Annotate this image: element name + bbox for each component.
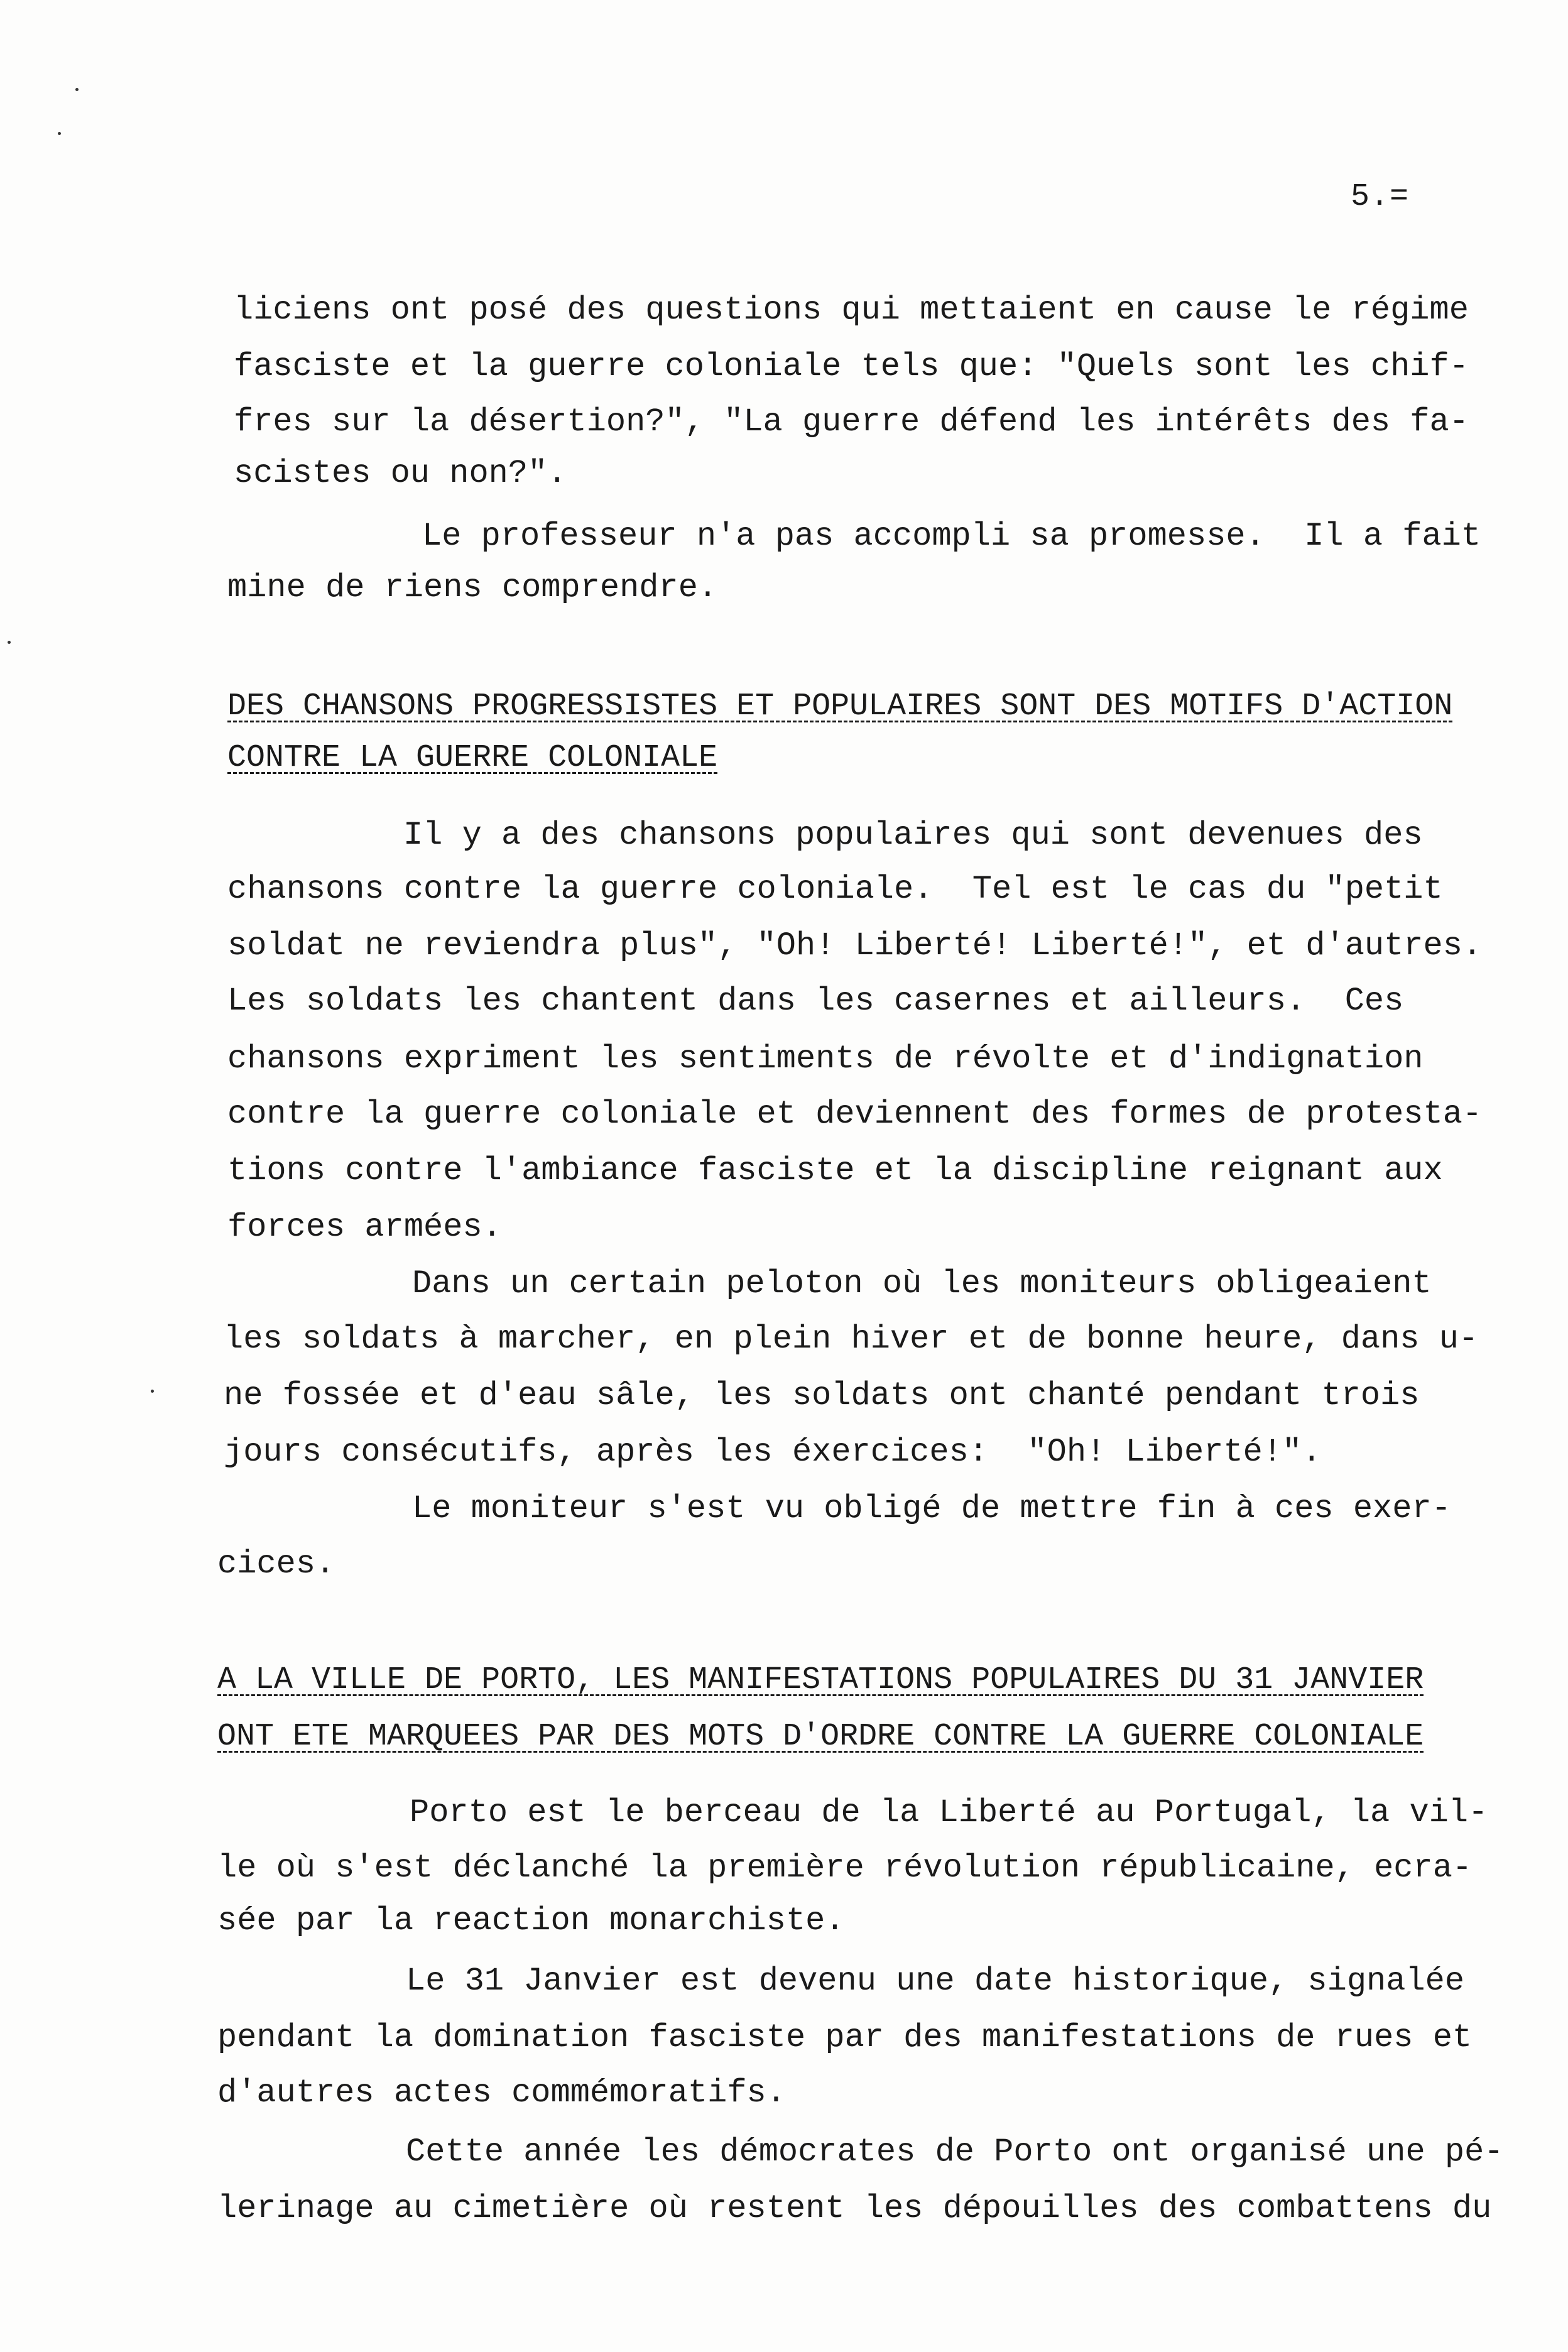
text-line: d'autres actes commémoratifs. xyxy=(217,2074,786,2111)
text-line: Dans un certain peloton où les moniteurs obligeaient xyxy=(412,1265,1432,1302)
text-line: Porto est le berceau de la Liberté au Portugal, la vil- xyxy=(410,1794,1488,1831)
scan-speck xyxy=(151,1390,154,1393)
text-line: jours consécutifs, après les éxercices: "Oh! Liberté!". xyxy=(224,1434,1322,1471)
section-heading: A LA VILLE DE PORTO, LES MANIFESTATIONS POPULAIRES DU 31 JANVIER xyxy=(217,1662,1424,1698)
text-line: cices. xyxy=(217,1545,335,1582)
text-line: Les soldats les chantent dans les casernes et ailleurs. Ces xyxy=(227,983,1404,1020)
text-line: fres sur la désertion?", "La guerre défend les intérêts des fa- xyxy=(234,403,1469,440)
text-line: Le moniteur s'est vu obligé de mettre fin à ces exer- xyxy=(412,1490,1451,1527)
text-line: Cette année les démocrates de Porto ont organisé une pé- xyxy=(406,2133,1504,2170)
page-number: 5.= xyxy=(1351,179,1410,215)
scan-speck xyxy=(75,88,79,91)
text-line: soldat ne reviendra plus", "Oh! Liberté! Liberté!", et d'autres. xyxy=(227,927,1483,964)
text-line: liciens ont posé des questions qui mettaient en cause le régime xyxy=(234,291,1469,329)
text-line: Le professeur n'a pas accompli sa promesse. Il a fait xyxy=(422,518,1481,555)
text-line: le où s'est déclanché la première révolution républicaine, ecra- xyxy=(217,1849,1473,1886)
text-line: forces armées. xyxy=(227,1209,502,1246)
text-line: mine de riens comprendre. xyxy=(227,569,718,606)
text-line: sée par la reaction monarchiste. xyxy=(217,1902,845,1939)
text-line: les soldats à marcher, en plein hiver et de bonne heure, dans u- xyxy=(224,1320,1479,1358)
scan-speck xyxy=(8,641,11,644)
text-line: pendant la domination fasciste par des manifestations de rues et xyxy=(217,2019,1473,2056)
text-line: tions contre l'ambiance fasciste et la discipline reignant aux xyxy=(227,1152,1443,1189)
text-line: chansons contre la guerre coloniale. Tel est le cas du "petit xyxy=(227,871,1443,908)
text-line: ne fossée et d'eau sâle, les soldats ont chanté pendant trois xyxy=(224,1377,1420,1414)
text-line: contre la guerre coloniale et deviennent des formes de protesta- xyxy=(227,1096,1483,1133)
text-line: Le 31 Janvier est devenu une date historique, signalée xyxy=(406,1963,1465,2000)
text-line: scistes ou non?". xyxy=(234,455,567,492)
section-heading: DES CHANSONS PROGRESSISTES ET POPULAIRES SONT DES MOTIFS D'ACTION xyxy=(227,689,1453,724)
section-heading: CONTRE LA GUERRE COLONIALE xyxy=(227,740,718,776)
text-line: chansons expriment les sentiments de révolte et d'indignation xyxy=(227,1040,1424,1077)
text-line: fasciste et la guerre coloniale tels que: "Quels sont les chif- xyxy=(234,348,1469,385)
section-heading: ONT ETE MARQUEES PAR DES MOTS D'ORDRE CONTRE LA GUERRE COLONIALE xyxy=(217,1719,1424,1755)
text-line: lerinage au cimetière où restent les dépouilles des combattens du xyxy=(217,2190,1492,2227)
scan-speck xyxy=(58,132,61,135)
text-line: Il y a des chansons populaires qui sont devenues des xyxy=(403,817,1423,854)
